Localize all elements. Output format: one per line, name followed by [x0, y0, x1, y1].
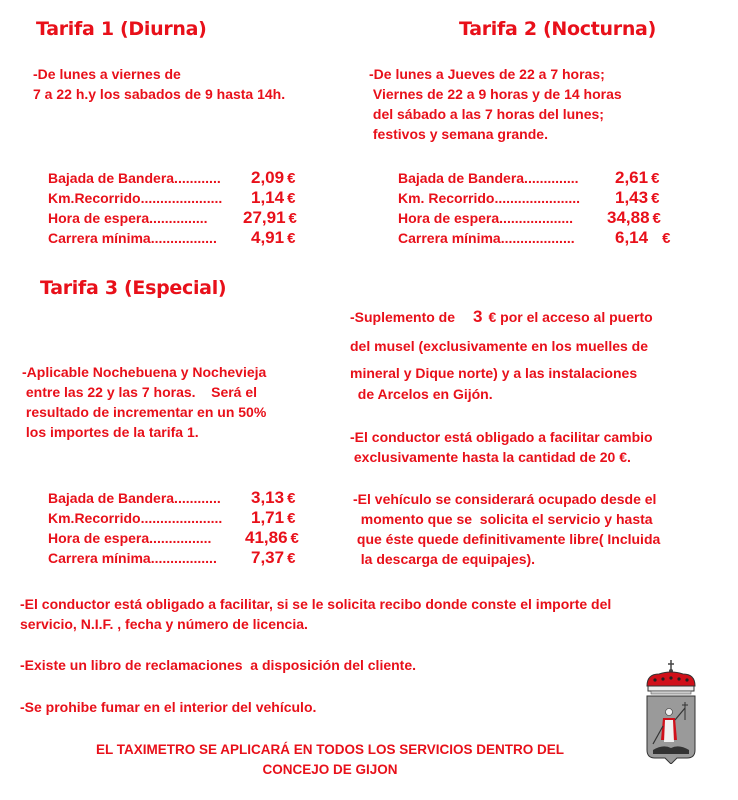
price-label: Hora de espera................ [48, 530, 212, 546]
tarifa2-desc-line1: -De lunes a Jueves de 22 a 7 horas; [369, 66, 605, 82]
price-value: 2,09 [251, 168, 285, 187]
price-value: 3,13 [251, 488, 285, 507]
euro-symbol: € [652, 210, 661, 227]
euro-symbol: € [662, 230, 671, 247]
suplemento-amount: 3 [473, 307, 483, 326]
euro-symbol: € [290, 530, 299, 547]
tarifa1-price-table [48, 168, 297, 248]
price-label: Km. Recorrido...................... [398, 190, 581, 206]
suplemento-line2: del musel (exclusivamente en los muelles de [350, 338, 649, 354]
price-row-espera [398, 208, 670, 228]
price-label: Carrera mínima................. [48, 230, 217, 246]
price-row-minima [48, 228, 297, 248]
tarifa3-desc-line2: entre las 22 y las 7 horas. Será el [22, 384, 258, 400]
tarifa3-desc-line3: resultado de incrementar en un 50% [22, 404, 267, 420]
price-row-bajada [48, 168, 297, 188]
price-value: 1,43 [615, 188, 649, 207]
tarifa2-title: Tarifa 2 (Nocturna) [459, 18, 656, 40]
price-value: 6,14 [615, 228, 649, 247]
footer-notice [20, 740, 640, 780]
price-row-km [48, 508, 299, 528]
price-row-minima [48, 548, 299, 568]
price-row-km [48, 188, 297, 208]
tarifa3-title: Tarifa 3 (Especial) [40, 277, 227, 299]
cambio-line1: -El conductor está obligado a facilitar cambio [350, 429, 653, 445]
euro-symbol: € [651, 170, 660, 187]
euro-symbol: € [287, 190, 296, 207]
tarifa3-price-table [48, 488, 299, 568]
price-value: 41,86 [245, 528, 288, 547]
tarifa1-desc-line1: -De lunes a viernes de [33, 66, 181, 82]
price-label: Carrera mínima................... [398, 230, 575, 246]
recibo-line1: -El conductor está obligado a facilitar, si se le solicita recibo donde conste el importe del [20, 596, 612, 612]
recibo-line2: servicio, N.I.F. , fecha y número de licencia. [20, 616, 308, 632]
price-value: 2,61 [615, 168, 649, 187]
euro-symbol: € [287, 550, 296, 567]
euro-symbol: € [287, 490, 296, 507]
price-label: Carrera mínima................. [48, 550, 217, 566]
cambio-line2: exclusivamente hasta la cantidad de 20 €. [350, 449, 631, 465]
footer-line2: CONCEJO DE GIJON [262, 762, 398, 777]
ocupado-line1: -El vehículo se considerará ocupado desde el [353, 491, 657, 507]
price-row-bajada [398, 168, 670, 188]
price-row-bajada [48, 488, 299, 508]
suplemento-line1 [350, 306, 653, 328]
price-value: 1,71 [251, 508, 285, 527]
tarifa1-desc-line2: 7 a 22 h.y los sabados de 9 hasta 14h. [33, 86, 286, 102]
crest-svg [643, 660, 699, 764]
suplemento-prefix: -Suplemento de [350, 309, 456, 325]
tarifa3-desc-line4: los importes de la tarifa 1. [22, 424, 199, 440]
suplemento-line3: mineral y Dique norte) y a las instalaciones [350, 365, 638, 381]
tarifa2-price-table [398, 168, 670, 248]
libro-note: -Existe un libro de reclamaciones a disposición del cliente. [20, 657, 417, 673]
fumar-note: -Se prohibe fumar en el interior del vehículo. [20, 699, 317, 715]
price-value: 34,88 [607, 208, 650, 227]
ocupado-line3: que éste quede definitivamente libre( Incluida [353, 531, 661, 547]
price-label: Km.Recorrido..................... [48, 510, 223, 526]
tarifa2-desc-line3: del sábado a las 7 horas del lunes; [369, 106, 604, 122]
ocupado-line4: la descarga de equipajes). [353, 551, 536, 567]
price-row-espera [48, 208, 297, 228]
price-label: Bajada de Bandera............ [48, 490, 221, 506]
footer-line1: EL TAXIMETRO SE APLICARÁ EN TODOS LOS SERVICIOS DENTRO DEL [95, 742, 565, 757]
tarifa3-desc-line1: -Aplicable Nochebuena y Nochevieja [22, 364, 267, 380]
price-label: Bajada de Bandera.............. [398, 170, 579, 186]
ocupado-line2: momento que se solicita el servicio y hasta [353, 511, 653, 527]
tarifa1-title: Tarifa 1 (Diurna) [36, 18, 207, 40]
tarifa2-desc-line4: festivos y semana grande. [369, 126, 548, 142]
euro-symbol: € [288, 210, 297, 227]
euro-symbol: € [287, 230, 296, 247]
euro-symbol: € [651, 190, 660, 207]
price-label: Bajada de Bandera............ [48, 170, 221, 186]
euro-symbol: € [287, 170, 296, 187]
price-value: 7,37 [251, 548, 285, 567]
tarifa2-desc-line2: Viernes de 22 a 9 horas y de 14 horas [369, 86, 622, 102]
price-value: 4,91 [251, 228, 285, 247]
price-row-espera [48, 528, 299, 548]
price-row-minima [398, 228, 670, 248]
gijon-crest-icon [643, 660, 699, 764]
price-row-km [398, 188, 670, 208]
price-label: Hora de espera............... [48, 210, 208, 226]
price-label: Hora de espera................... [398, 210, 574, 226]
euro-symbol: € [287, 510, 296, 527]
suplemento-rest: € por el acceso al puerto [488, 309, 653, 325]
price-value: 1,14 [251, 188, 285, 207]
price-value: 27,91 [243, 208, 286, 227]
suplemento-line4: de Arcelos en Gijón. [350, 386, 493, 402]
price-label: Km.Recorrido..................... [48, 190, 223, 206]
